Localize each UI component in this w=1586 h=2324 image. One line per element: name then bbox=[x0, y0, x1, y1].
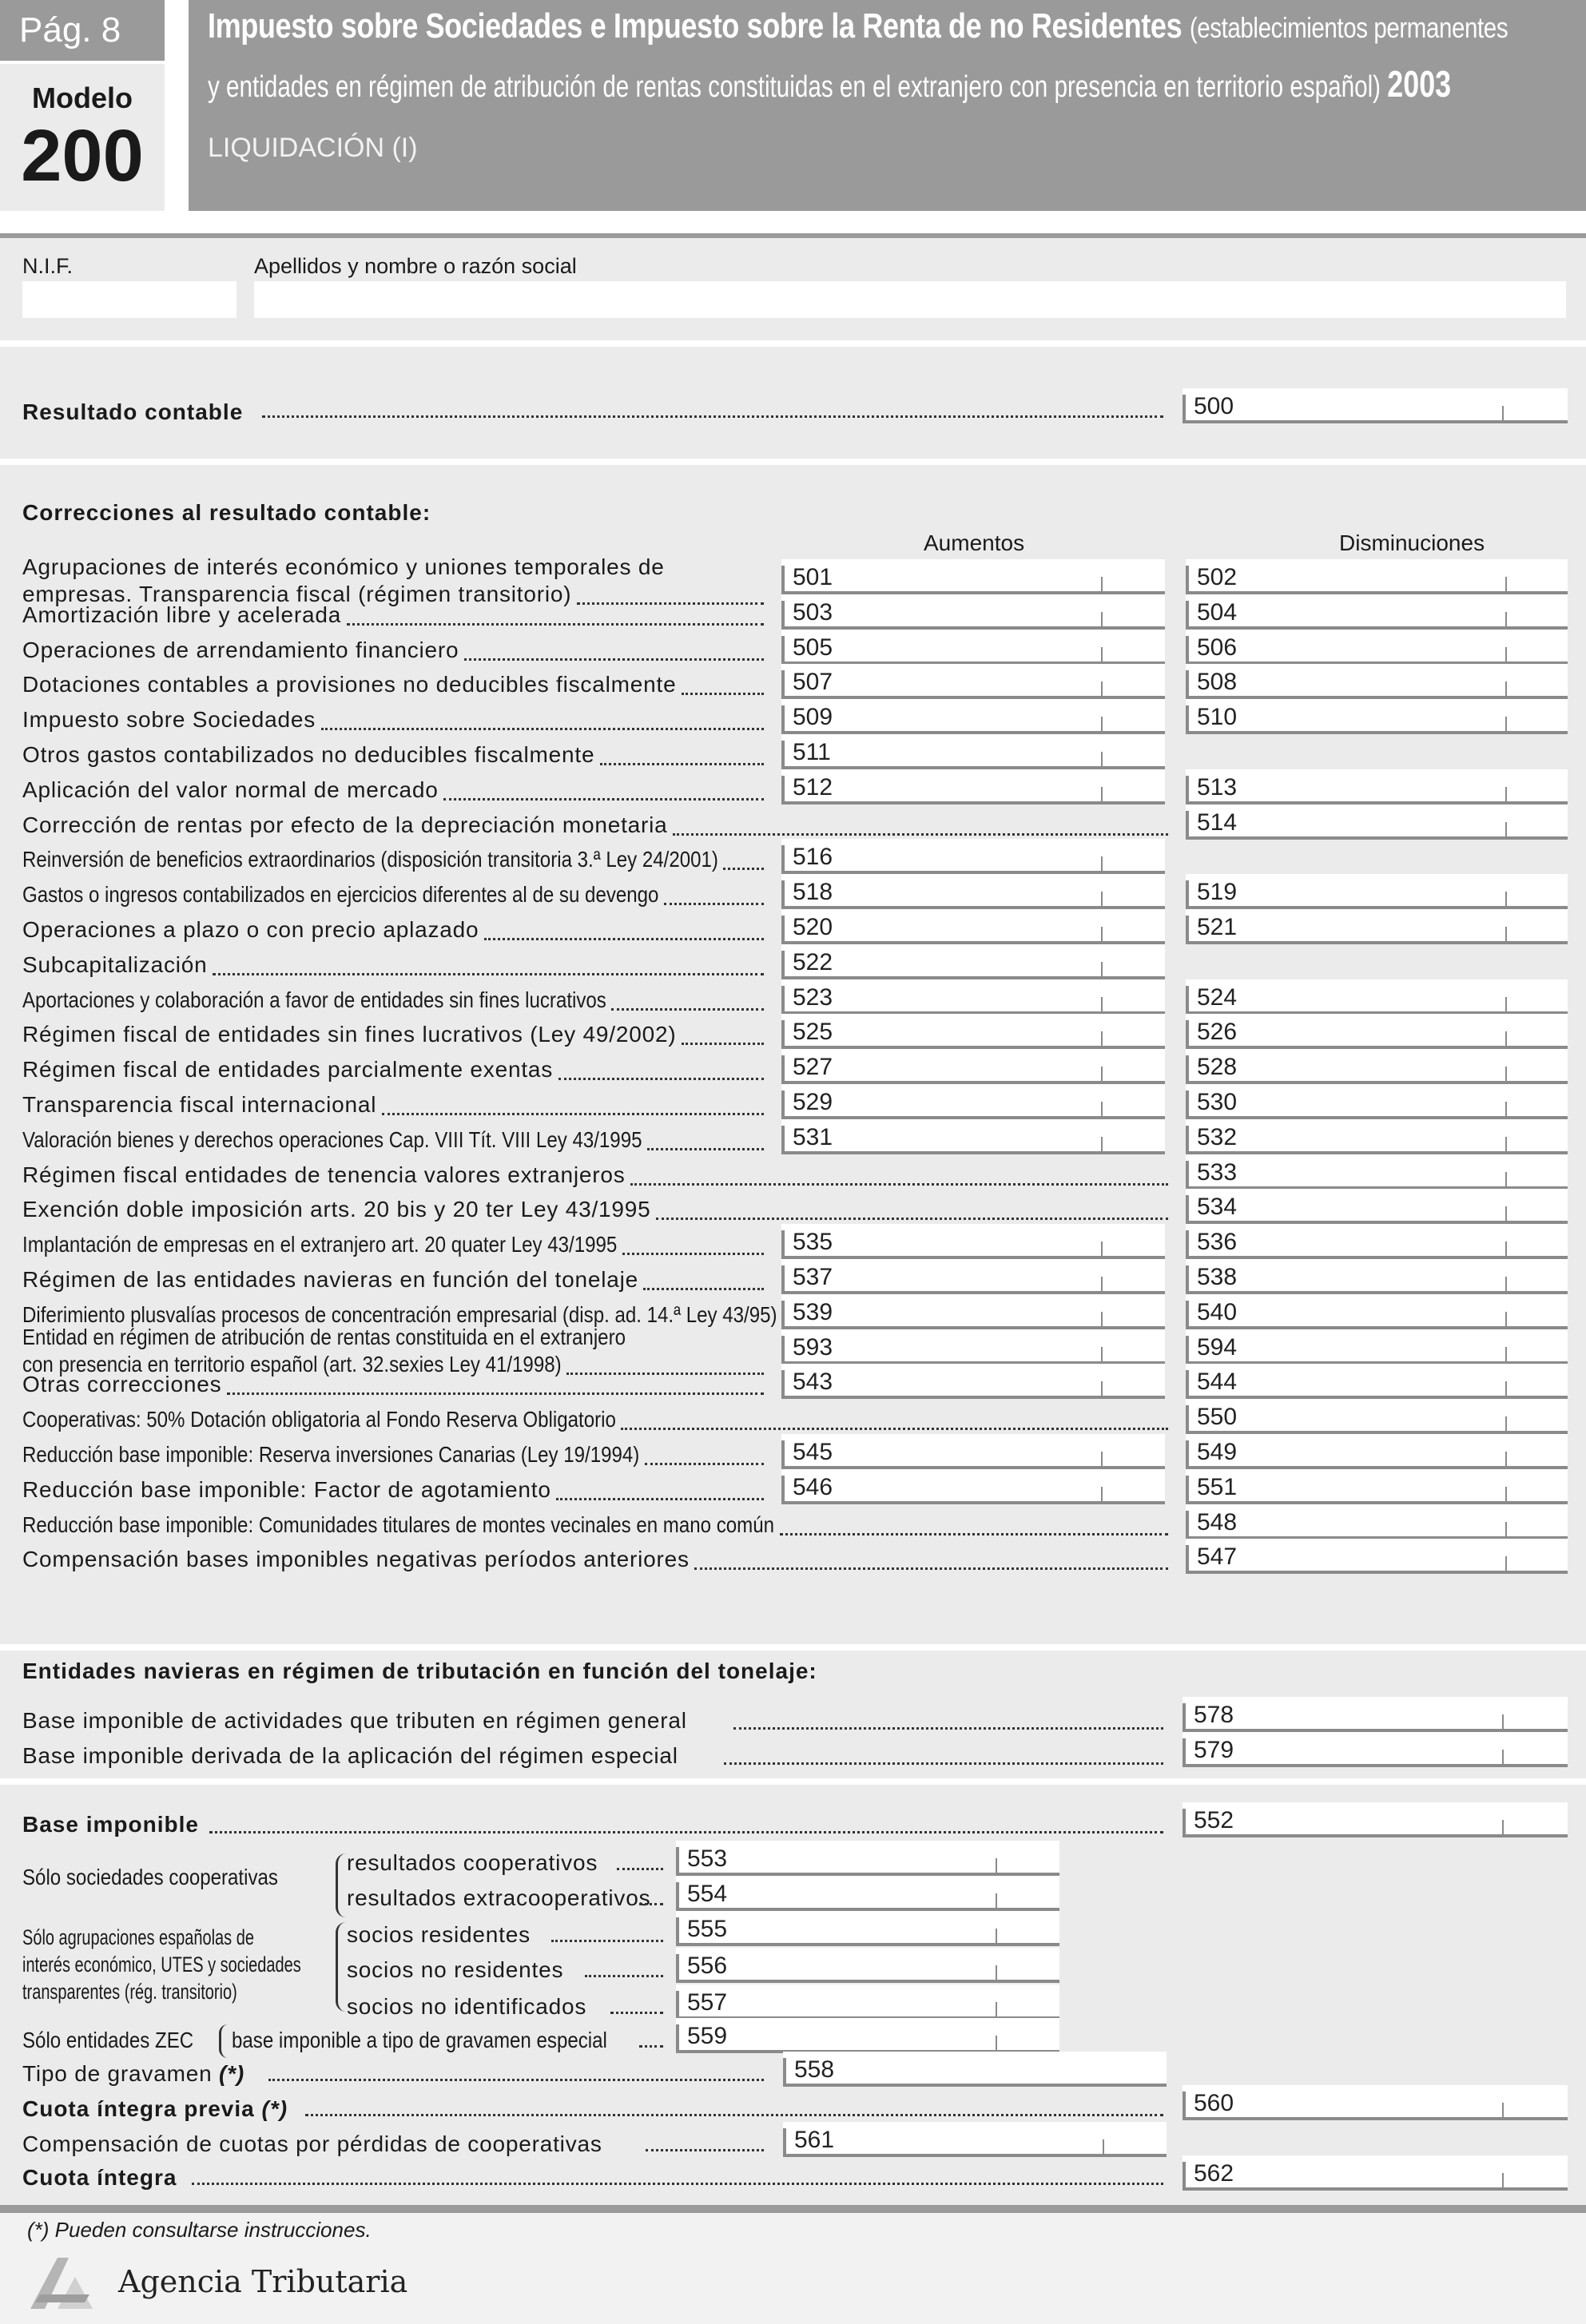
correction-label: Implantación de empresas en el extranjero art. 20 quater Ley 43/1995 bbox=[22, 1232, 618, 1257]
box-537[interactable]: 537 bbox=[781, 1259, 1165, 1294]
cuota-previa-label: Cuota íntegra previa (*) bbox=[22, 2096, 288, 2121]
correction-label: con presencia en territorio español (art. 32.sexies Ley 41/1998) bbox=[22, 1351, 562, 1377]
correction-label: Reducción base imponible: Reserva inversiones Canarias (Ley 19/1994) bbox=[22, 1442, 640, 1467]
box-516[interactable]: 516 bbox=[781, 839, 1165, 874]
navieras-title: Entidades navieras en régimen de tributación en función del tonelaje: bbox=[22, 1659, 817, 1683]
base-imponible-label: Base imponible bbox=[22, 1812, 199, 1837]
correction-label: Agrupaciones de interés económico y uniones temporales de bbox=[22, 554, 665, 579]
name-field[interactable] bbox=[254, 281, 1566, 318]
correcciones-title: Correcciones al resultado contable: bbox=[22, 500, 431, 525]
correction-label: Gastos o ingresos contabilizados en ejercicios diferentes al de su devengo bbox=[22, 882, 659, 908]
compensacion-label: Compensación de cuotas por pérdidas de cooperativas bbox=[22, 2131, 602, 2156]
correction-label: Aplicación del valor normal de mercado bbox=[22, 777, 439, 802]
agrup-label: Sólo agrupaciones españolas de bbox=[22, 1925, 254, 1949]
nif-label: N.I.F. bbox=[22, 254, 74, 278]
box-555[interactable]: 555 bbox=[676, 1911, 1059, 1946]
disminuciones-header: Disminuciones bbox=[1339, 530, 1485, 555]
agrup-row-label: socios no identificados bbox=[347, 1994, 587, 2019]
correction-label: Entidad en régimen de atribución de rentas constituida en el extranjero bbox=[22, 1324, 626, 1349]
correction-label: Dotaciones contables a provisiones no deducibles fiscalmente bbox=[22, 672, 677, 697]
correction-label: Subcapitalización bbox=[22, 951, 208, 977]
box-526[interactable]: 526 bbox=[1186, 1014, 1568, 1049]
tipo-label: Tipo de gravamen (*) bbox=[22, 2061, 244, 2086]
correction-label: empresas. Transparencia fiscal (régimen transitorio) bbox=[22, 582, 572, 606]
box-556[interactable]: 556 bbox=[676, 1948, 1059, 1983]
box-511[interactable]: 511 bbox=[781, 734, 1165, 769]
navieras-row-label: Base imponible de actividades que tributen en régimen general bbox=[22, 1708, 687, 1733]
navieras-row-label: Base imponible derivada de la aplicación del régimen especial bbox=[22, 1743, 678, 1768]
box-519[interactable]: 519 bbox=[1186, 874, 1568, 909]
box-510[interactable]: 510 bbox=[1186, 699, 1568, 734]
correction-label: Diferimiento plusvalías procesos de concentración empresarial (disp. ad. 14.ª Ley 43/95) bbox=[22, 1301, 777, 1327]
correction-label: Amortización libre y acelerada bbox=[22, 602, 342, 627]
coop-row-label: resultados extracooperativos bbox=[347, 1885, 651, 1910]
correction-label: Reinversión de beneficios extraordinarios (disposición transitoria 3.ª Ley 24/2001) bbox=[22, 847, 718, 872]
box-500[interactable]: 500 bbox=[1183, 388, 1568, 423]
box-534[interactable]: 534 bbox=[1186, 1189, 1568, 1224]
resultado-label: Resultado contable bbox=[22, 399, 244, 424]
correction-label: Régimen fiscal de entidades parcialmente exentas bbox=[22, 1057, 554, 1083]
box-506[interactable]: 506 bbox=[1186, 630, 1568, 665]
zec-label: Sólo entidades ZEC bbox=[22, 2028, 194, 2052]
box-594[interactable]: 594 bbox=[1186, 1329, 1568, 1365]
box-520[interactable]: 520 bbox=[781, 909, 1165, 944]
box-554[interactable]: 554 bbox=[676, 1876, 1059, 1911]
correction-label: Compensación bases imponibles negativas períodos anteriores bbox=[22, 1547, 690, 1572]
box-593[interactable]: 593 bbox=[781, 1329, 1165, 1365]
agrup-label: transparentes (rég. transitorio) bbox=[22, 1980, 237, 2004]
box-562[interactable]: 562 bbox=[1183, 2155, 1568, 2191]
box-518[interactable]: 518 bbox=[781, 874, 1165, 909]
box-504[interactable]: 504 bbox=[1186, 594, 1568, 630]
box-512[interactable]: 512 bbox=[781, 769, 1165, 804]
box-503[interactable]: 503 bbox=[781, 594, 1165, 630]
box-522[interactable]: 522 bbox=[781, 944, 1165, 979]
modelo-number: 200 bbox=[21, 115, 144, 197]
zec-row-label: base imponible a tipo de gravamen especial bbox=[232, 2028, 607, 2052]
agrup-label: interés económico, UTES y sociedades bbox=[22, 1953, 301, 1976]
divider bbox=[0, 2205, 1586, 2213]
box-529[interactable]: 529 bbox=[781, 1084, 1165, 1119]
correction-label: Reducción base imponible: Comunidades titulares de montes vecinales en mano común bbox=[22, 1512, 775, 1537]
box-507[interactable]: 507 bbox=[781, 664, 1165, 699]
box-502[interactable]: 502 bbox=[1186, 559, 1568, 594]
box-505[interactable]: 505 bbox=[781, 630, 1165, 665]
box-550[interactable]: 550 bbox=[1186, 1399, 1568, 1434]
correction-label: Régimen fiscal entidades de tenencia valores extranjeros bbox=[22, 1162, 626, 1187]
box-551[interactable]: 551 bbox=[1186, 1469, 1568, 1504]
box-548[interactable]: 548 bbox=[1186, 1504, 1568, 1539]
box-508[interactable]: 508 bbox=[1186, 664, 1568, 699]
modelo-label: Modelo bbox=[32, 81, 133, 114]
box-579[interactable]: 579 bbox=[1183, 1732, 1568, 1767]
correction-label: Corrección de rentas por efecto de la depreciación monetaria bbox=[22, 812, 668, 837]
box-578[interactable]: 578 bbox=[1183, 1697, 1568, 1732]
correction-label: Reducción base imponible: Factor de agotamiento bbox=[22, 1476, 551, 1502]
agrup-row-label: socios no residentes bbox=[347, 1957, 564, 1982]
box-546[interactable]: 546 bbox=[781, 1469, 1165, 1504]
box-539[interactable]: 539 bbox=[781, 1294, 1165, 1329]
box-544[interactable]: 544 bbox=[1186, 1364, 1568, 1399]
box-560[interactable]: 560 bbox=[1183, 2085, 1568, 2120]
correction-label: Exención doble imposición arts. 20 bis y 20 ter Ley 43/1995 bbox=[22, 1197, 651, 1222]
box-514[interactable]: 514 bbox=[1186, 804, 1568, 840]
agrup-row-label: socios residentes bbox=[347, 1922, 531, 1947]
coop-label: Sólo sociedades cooperativas bbox=[22, 1865, 278, 1889]
box-547[interactable]: 547 bbox=[1186, 1539, 1568, 1574]
box-543[interactable]: 543 bbox=[781, 1364, 1165, 1399]
box-533[interactable]: 533 bbox=[1186, 1154, 1568, 1190]
cuota-integra-label: Cuota íntegra bbox=[22, 2165, 177, 2190]
correction-label: Aportaciones y colaboración a favor de entidades sin fines lucrativos bbox=[22, 987, 606, 1012]
correction-label: Régimen de las entidades navieras en función del tonelaje bbox=[22, 1267, 638, 1292]
box-552[interactable]: 552 bbox=[1183, 1802, 1568, 1837]
box-524[interactable]: 524 bbox=[1186, 979, 1568, 1015]
box-558[interactable]: 558 bbox=[783, 2052, 1167, 2087]
box-559[interactable]: 559 bbox=[676, 2018, 1059, 2053]
correction-label: Régimen fiscal de entidades sin fines lucrativos (Ley 49/2002) bbox=[22, 1022, 677, 1047]
page-number: Pág. 8 bbox=[0, 0, 165, 61]
box-521[interactable]: 521 bbox=[1186, 909, 1568, 944]
box-557[interactable]: 557 bbox=[676, 1984, 1059, 2020]
box-513[interactable]: 513 bbox=[1186, 769, 1568, 804]
correction-label: Otros gastos contabilizados no deducibles fiscalmente bbox=[22, 742, 595, 767]
box-528[interactable]: 528 bbox=[1186, 1049, 1568, 1084]
box-530[interactable]: 530 bbox=[1186, 1084, 1568, 1119]
correction-label: Transparencia fiscal internacional bbox=[22, 1092, 377, 1117]
correction-label: Otras correcciones bbox=[22, 1372, 222, 1397]
box-561[interactable]: 561 bbox=[783, 2122, 1167, 2157]
box-549[interactable]: 549 bbox=[1186, 1434, 1568, 1469]
box-532[interactable]: 532 bbox=[1186, 1119, 1568, 1154]
box-535[interactable]: 535 bbox=[781, 1224, 1165, 1259]
form-subtitle: LIQUIDACIÓN (I) bbox=[208, 133, 418, 163]
form-header bbox=[189, 0, 1586, 211]
footnote: (*) Pueden consultarse instrucciones. bbox=[27, 2218, 372, 2242]
box-501[interactable]: 501 bbox=[781, 559, 1165, 594]
nif-field[interactable] bbox=[22, 281, 237, 318]
modelo-box bbox=[0, 64, 165, 211]
box-538[interactable]: 538 bbox=[1186, 1259, 1568, 1294]
box-527[interactable]: 527 bbox=[781, 1049, 1165, 1084]
correction-label: Cooperativas: 50% Dotación obligatoria al Fondo Reserva Obligatorio bbox=[22, 1407, 616, 1432]
box-536[interactable]: 536 bbox=[1186, 1224, 1568, 1259]
agency-logo-icon bbox=[26, 2253, 97, 2314]
name-label: Apellidos y nombre o razón social bbox=[254, 254, 577, 278]
correction-label: Impuesto sobre Sociedades bbox=[22, 707, 316, 733]
correction-label: Operaciones de arrendamiento financiero bbox=[22, 637, 459, 662]
box-545[interactable]: 545 bbox=[781, 1434, 1165, 1469]
form-title: Impuesto sobre Sociedades e Impuesto sobre la Renta de no Residentes (establecimientos permanentes bbox=[208, 6, 1508, 46]
box-509[interactable]: 509 bbox=[781, 699, 1165, 734]
correction-label: Operaciones a plazo o con precio aplazado bbox=[22, 917, 479, 942]
box-523[interactable]: 523 bbox=[781, 979, 1165, 1015]
box-525[interactable]: 525 bbox=[781, 1014, 1165, 1049]
coop-row-label: resultados cooperativos bbox=[347, 1850, 598, 1875]
box-531[interactable]: 531 bbox=[781, 1119, 1165, 1154]
box-553[interactable]: 553 bbox=[676, 1841, 1059, 1876]
form-title-line2: y entidades en régimen de atribución de rentas constituidas en el extranjero con presencia en territorio español) 2003 bbox=[208, 63, 1452, 105]
aumentos-header: Aumentos bbox=[924, 530, 1025, 555]
correction-label: Valoración bienes y derechos operaciones Cap. VIII Tít. VIII Ley 43/1995 bbox=[22, 1126, 642, 1152]
agency-name: Agencia Tributaria bbox=[118, 2264, 408, 2299]
box-540[interactable]: 540 bbox=[1186, 1294, 1568, 1329]
